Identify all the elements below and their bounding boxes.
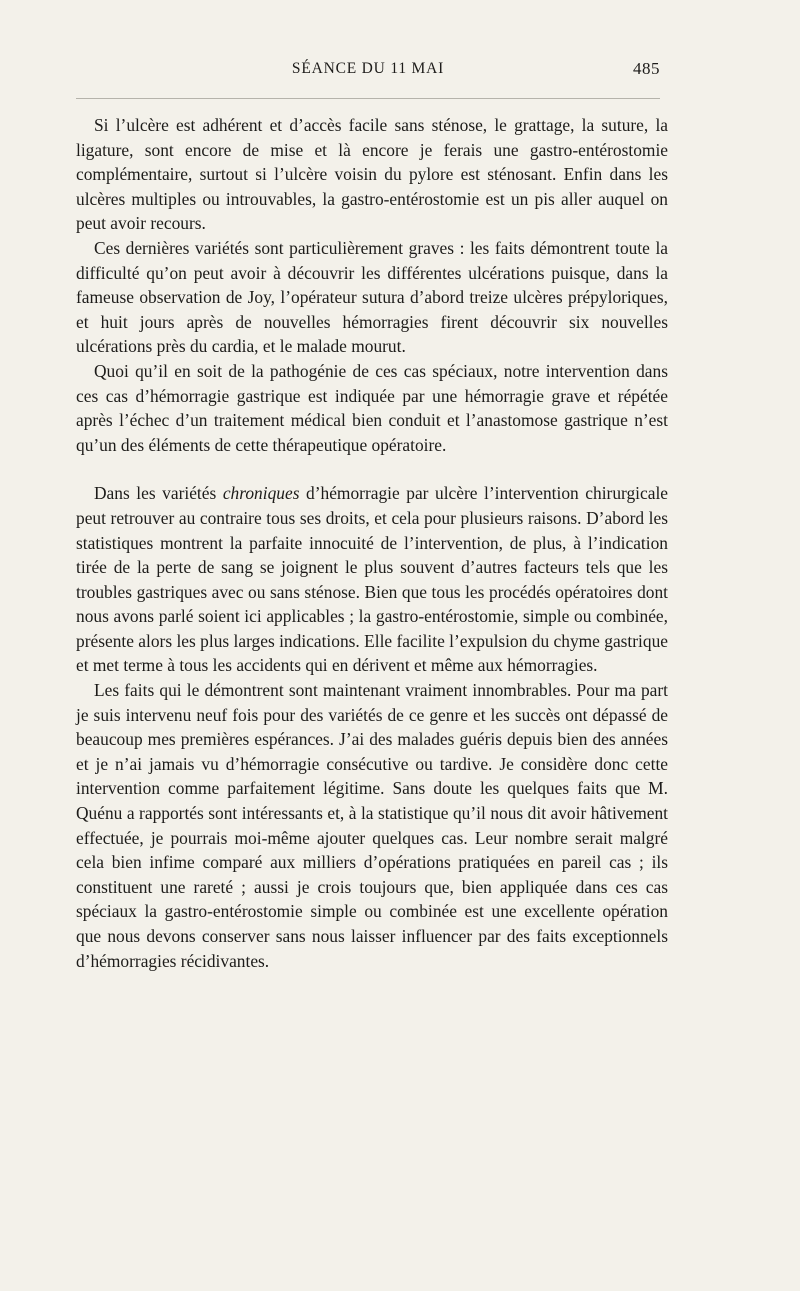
page-header: [76, 58, 660, 86]
paragraph-5: Les faits qui le démontrent sont maintenant vraiment innombrables. Pour ma part je suis intervenu neuf fois pour des variétés de ce genre et les succès ont dépassé de beaucoup mes premières espérances. J’ai des malades guéris depuis bien des années et je n’ai jamais vu d’hémorragie consécutive ou tardive. Je considère donc cette intervention comme parfaitement légitime. Sans doute les quelques faits que M. Quénu a rapportés sont intéressants et, à la statistique qu’il nous dit avoir hâtivement effectuée, je pourrais moi-même ajouter quelques cas. Leur nombre serait malgré cela bien infime comparé aux milliers d’opérations pratiquées en pareil cas ; ils constituent une rareté ; aussi je crois toujours que, bien appliquée dans ces cas spéciaux la gastro-entérostomie simple ou combinée est une excellente opération que nous devons conserver sans nous laisser influencer par des faits exceptionnels d’hémorragies récidivantes.: [76, 680, 668, 971]
header-rule: [76, 98, 660, 99]
paragraph-4-start: Dans les variétés: [94, 483, 223, 504]
emphasis-chroniques: chroniques: [222, 483, 300, 504]
paragraph-4: [76, 481, 668, 678]
paragraph-3: Quoi qu’il en soit de la pathogénie de ces cas spéciaux, notre intervention dans ces cas d’hémorragie gastrique est indiquée par une hémorragie grave et répétée après l’échec d’un traitement médical bien conduit et l’anastomose gastrique n’est qu’un des éléments de cette thérapeutique opératoire.: [76, 360, 668, 455]
paragraph-2: Ces dernières variétés sont particulièrement graves : les faits démontrent toute la difficulté qu’on peut avoir à découvrir les différentes ulcérations puisque, dans la fameuse observation de Joy, l’opérateur sutura d’abord treize ulcères prépyloriques, et huit jours après de nouvelles hémorragies firent découvrir six nouvelles ulcérations près du cardia, et le malade mourut.: [76, 237, 668, 357]
paragraph-4-end: d’hémorragie par ulcère l’intervention chirurgicale peut retrouver au contraire tous ses droits, et cela pour plusieurs raisons. D’abord les statistiques montrent la parfaite innocuité de l’intervention, de plus, à l’indication tirée de la perte de sang se joignent le plus souvent d’autres facteurs tels que les troubles gastriques avec ou sans sténose. Bien que tous les procédés opératoires dont nous avons parlé soient ici applicables ; la gastro-entérostomie, simple ou combinée, présente alors les plus larges indications. Elle facilite l’expulsion du chyme gastrique et met terme à tous les accidents qui en dérivent et même aux hémorragies.: [76, 483, 669, 676]
paragraph-1: Si l’ulcère est adhérent et d’accès facile sans sténose, le grattage, la suture, la ligature, sont encore de mise et là encore je ferais une gastro-entérostomie complémentaire, surtout si l’ulcère voisin du pylore est sténosant. Enfin dans les ulcères multiples ou introuvables, la gastro-entérostomie est un pis aller auquel on peut avoir recours.: [76, 115, 668, 234]
body-text: [76, 113, 668, 973]
running-title: SÉANCE DU 11 MAI: [291, 60, 445, 77]
page-number: 485: [633, 59, 660, 78]
